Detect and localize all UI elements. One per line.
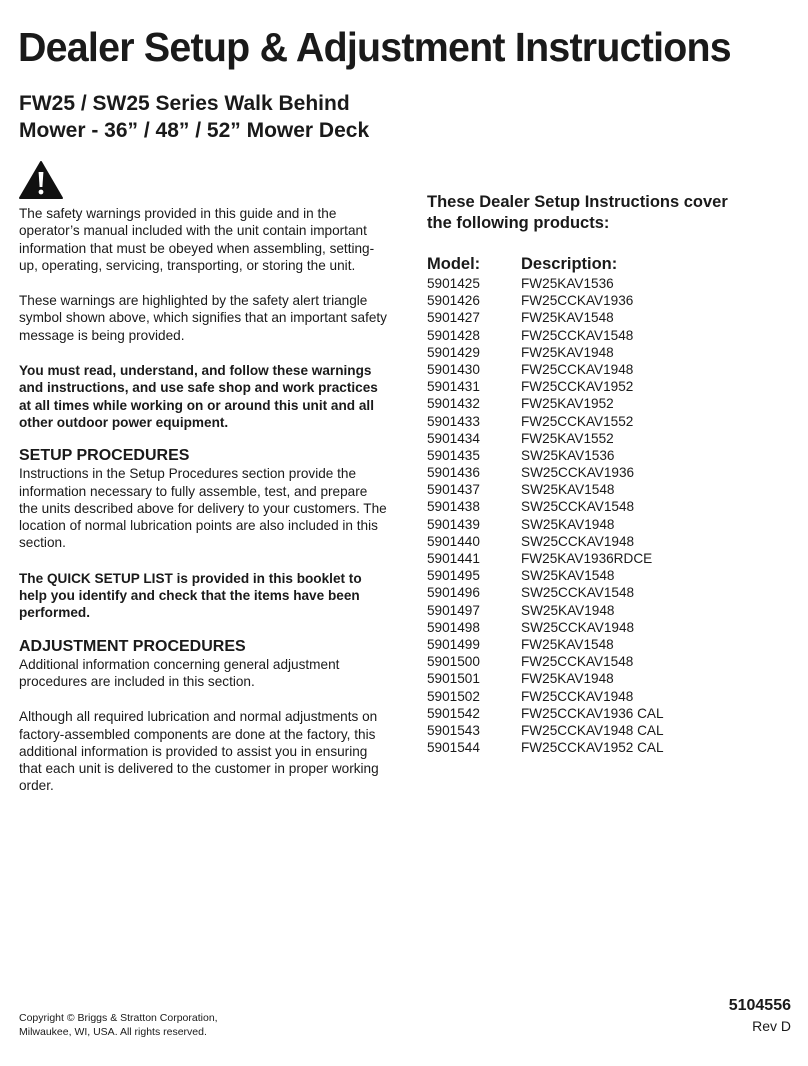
- model-description: FW25CCKAV1952 CAL: [521, 740, 664, 756]
- subtitle-line-2: Mower - 36” / 48” / 52” Mower Deck: [19, 119, 370, 142]
- model-row: [427, 705, 797, 722]
- model-number: 5901441: [427, 551, 480, 566]
- model-description: FW25KAV1552: [521, 430, 614, 446]
- model-number: 5901438: [427, 499, 480, 515]
- model-row: [427, 670, 797, 687]
- part-number: 5104556: [728, 997, 791, 1014]
- copyright-line-2: Milwaukee, WI, USA. All rights reserved.: [19, 1026, 207, 1038]
- model-number: 5901434: [427, 430, 480, 446]
- model-description: SW25KAV1948: [521, 602, 615, 618]
- model-number: 5901543: [427, 722, 480, 738]
- model-number: 5901436: [427, 465, 480, 481]
- model-description: FW25KAV1952: [521, 396, 614, 412]
- model-column-header: Model:: [427, 255, 481, 273]
- model-number: 5901501: [427, 671, 480, 687]
- model-row: [427, 722, 797, 739]
- model-number: 5901439: [427, 516, 480, 532]
- model-row: [427, 413, 797, 430]
- model-description: SW25CCKAV1936: [521, 465, 635, 481]
- model-description: SW25KAV1548: [521, 482, 615, 498]
- model-number: 5901437: [427, 482, 480, 498]
- model-row: [427, 447, 797, 464]
- model-description: FW25KAV1948: [521, 671, 614, 687]
- model-description: FW25KAV1548: [521, 310, 614, 326]
- model-number: 5901430: [427, 361, 480, 377]
- products-heading-line-2: the following products:: [427, 214, 610, 232]
- model-description: SW25KAV1948: [521, 516, 615, 532]
- model-description: FW25CCKAV1936: [521, 293, 634, 309]
- model-row: [427, 516, 797, 533]
- model-description: SW25CCKAV1548: [521, 499, 635, 515]
- model-description: FW25KAV1948: [521, 344, 614, 360]
- model-table: [427, 254, 797, 756]
- model-row: [427, 567, 797, 584]
- model-description: FW25KAV1936RDCE: [521, 551, 653, 566]
- model-description: FW25CCKAV1948: [521, 361, 634, 377]
- model-list: [427, 275, 797, 756]
- model-number: 5901431: [427, 379, 480, 395]
- model-description: SW25CCKAV1548: [521, 585, 635, 601]
- setup-procedures-text: Instructions in the Setup Procedures section provide the information necessary to fully assemble, test, and prepare the units described above for delivery to your customers. The location of normal lubrication points are also included in this section.: [19, 466, 387, 551]
- products-heading-line-1: These Dealer Setup Instructions cover: [427, 193, 728, 211]
- model-row: [427, 361, 797, 378]
- model-description: SW25CCKAV1948: [521, 533, 635, 549]
- revision-label: Rev D: [752, 1018, 791, 1034]
- model-row: [427, 619, 797, 636]
- model-description: FW25CCKAV1952: [521, 379, 634, 395]
- model-number: 5901502: [427, 688, 480, 704]
- model-description: FW25CCKAV1936 CAL: [521, 705, 664, 721]
- model-row: [427, 309, 797, 326]
- model-number: 5901426: [427, 293, 480, 309]
- model-row: [427, 275, 797, 292]
- model-description: FW25KAV1548: [521, 636, 614, 652]
- warning-triangle-icon: [18, 160, 64, 200]
- model-description: FW25CCKAV1548: [521, 327, 634, 343]
- safety-paragraph-2: These warnings are highlighted by the safety alert triangle symbol shown above, which signifies that an important safety message is being provided.: [19, 293, 387, 343]
- model-number: 5901544: [427, 740, 480, 756]
- model-row: [427, 739, 797, 756]
- model-description: SW25CCKAV1948: [521, 619, 635, 635]
- lubrication-note: Although all required lubrication and normal adjustments on factory-assembled components are done at the factory, this additional information is provided to assist you in ensuring that each unit is delivered to the customer in proper working order.: [19, 709, 379, 794]
- model-row: [427, 327, 797, 344]
- safety-paragraph-1: The safety warnings provided in this guide and in the operator’s manual included with the unit contain important information that must be obeyed when assembling, setting-up, operating, servicing, transporting, or storing the unit.: [19, 206, 375, 273]
- model-number: 5901427: [427, 310, 480, 326]
- model-number: 5901425: [427, 276, 480, 291]
- adjustment-procedures-text: Additional information concerning general adjustment procedures are included in this section.: [19, 656, 340, 689]
- model-number: 5901498: [427, 619, 480, 635]
- subtitle-line-1: FW25 / SW25 Series Walk Behind: [19, 92, 350, 115]
- safety-paragraph-bold: You must read, understand, and follow these warnings and instructions, and use safe shop and work practices at all times while working on or around this unit and all other outdoor power equipment.: [19, 363, 378, 430]
- model-row: [427, 550, 797, 567]
- model-number: 5901429: [427, 344, 480, 360]
- model-number: 5901428: [427, 327, 480, 343]
- setup-procedures-heading: SETUP PROCEDURES: [19, 447, 190, 465]
- model-description: FW25CCKAV1548: [521, 654, 634, 670]
- products-column: [427, 192, 797, 756]
- model-number: 5901500: [427, 654, 480, 670]
- model-row: [427, 498, 797, 515]
- adjustment-procedures-heading: ADJUSTMENT PROCEDURES: [19, 637, 246, 655]
- page-title: Dealer Setup & Adjustment Instructions: [18, 24, 731, 70]
- model-table-header: [427, 254, 797, 274]
- model-number: 5901440: [427, 533, 480, 549]
- model-description: SW25KAV1548: [521, 568, 615, 584]
- model-row: [427, 481, 797, 498]
- model-description: FW25KAV1536: [521, 276, 614, 291]
- model-number: 5901495: [427, 568, 480, 584]
- model-row: [427, 653, 797, 670]
- model-description: FW25CCKAV1552: [521, 413, 634, 429]
- model-row: [427, 584, 797, 601]
- model-row: [427, 636, 797, 653]
- copyright-line-1: Copyright © Briggs & Stratton Corporation,: [19, 1012, 218, 1024]
- model-number: 5901432: [427, 396, 480, 412]
- model-row: [427, 464, 797, 481]
- model-row: [427, 602, 797, 619]
- page-subtitle: [19, 90, 369, 144]
- model-row: [427, 430, 797, 447]
- model-number: 5901433: [427, 413, 480, 429]
- model-row: [427, 344, 797, 361]
- copyright-notice: [19, 1011, 218, 1039]
- model-row: [427, 292, 797, 309]
- products-heading: [427, 192, 797, 234]
- document-number-block: [729, 996, 791, 1035]
- model-row: [427, 688, 797, 705]
- model-number: 5901497: [427, 602, 480, 618]
- model-description: FW25CCKAV1948: [521, 688, 634, 704]
- model-row: [427, 533, 797, 550]
- model-number: 5901499: [427, 636, 480, 652]
- model-description: FW25CCKAV1948 CAL: [521, 722, 664, 738]
- model-row: [427, 378, 797, 395]
- safety-and-procedures-column: [19, 205, 389, 795]
- model-number: 5901496: [427, 585, 480, 601]
- quick-setup-note: The QUICK SETUP LIST is provided in this booklet to help you identify and check that the items have been performed.: [19, 570, 362, 621]
- model-number: 5901435: [427, 447, 480, 463]
- model-number: 5901542: [427, 705, 480, 721]
- model-description: SW25KAV1536: [521, 447, 615, 463]
- description-column-header: Description:: [521, 255, 618, 273]
- model-row: [427, 395, 797, 412]
